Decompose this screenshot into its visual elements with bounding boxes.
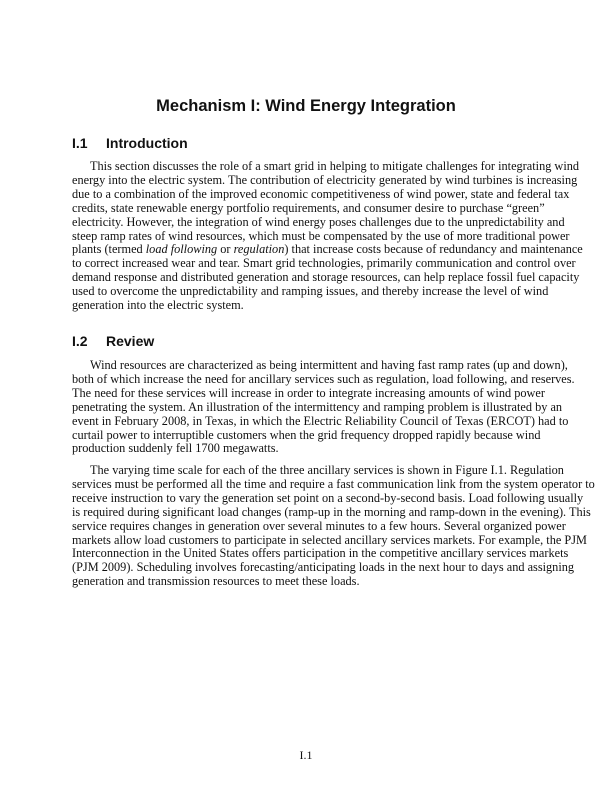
text-line: generation and transmission resources to meet these loads. <box>72 574 360 589</box>
text-line <box>72 243 583 257</box>
text-line: generation into the electric system. <box>72 298 244 313</box>
text-line: used to overcome the unpredictability and ramping issues, and thereby increase the level of wind <box>72 284 549 299</box>
text-line: production suddenly fell 1700 megawatts. <box>72 441 279 456</box>
text-line: curtail power to interruptible customers when the grid frequency dropped rapidly because wind <box>72 427 541 442</box>
text-segment: ) that increase costs because of redundancy and maintenance <box>284 242 583 257</box>
text-line: markets allow load customers to participate in selected ancillary services markets. For example, the PJM <box>72 532 587 547</box>
section-title: Introduction <box>106 135 188 151</box>
text-line: The varying time scale for each of the three ancillary services is shown in Figure I.1. Regulation <box>90 463 564 477</box>
text-line: The need for these services will increase in order to integrate increasing amounts of wind power <box>72 385 545 400</box>
text-line: Interconnection in the United States offers participation in the competitive ancillary services markets <box>72 546 569 561</box>
italic-term: load following <box>145 242 218 257</box>
section-heading-review <box>72 333 154 349</box>
text-line: receive instruction to vary the generation set point on a second-by-second basis. Load following usually <box>72 490 584 505</box>
text-line: to correct increased wear and tear. Smart grid technologies, primarily communication and control over <box>72 256 576 271</box>
text-segment: or <box>217 242 234 257</box>
text-line: service requires changes in generation over several minutes to a few hours. Several organized power <box>72 518 566 533</box>
intro-paragraph <box>72 160 583 313</box>
text-line: Wind resources are characterized as being intermittent and having fast ramp rates (up and down), <box>90 358 568 372</box>
section-title: Review <box>106 333 155 349</box>
text-line: demand response and distributed generation and storage resources, can help replace fossil fuel capacity <box>72 270 580 285</box>
text-line: electricity. However, the integration of wind energy poses challenges due to the unpredictability and <box>72 214 565 229</box>
section-number: I.1 <box>72 135 88 151</box>
section-heading-introduction <box>72 135 188 151</box>
italic-term: regulation <box>233 242 285 257</box>
text-line: both of which increase the need for ancillary services such as regulation, load following, and reserves. <box>72 371 575 386</box>
text-segment: plants (termed <box>72 242 146 257</box>
text-line: This section discusses the role of a smart grid in helping to mitigate challenges for integrating wind <box>90 159 580 173</box>
text-line: (PJM 2009). Scheduling involves forecasting/anticipating loads in the next hour to days and assigning <box>72 560 575 575</box>
text-line: event in February 2008, in Texas, in which the Electric Reliability Council of Texas (ERCOT) had to <box>72 413 569 428</box>
text-line: steep ramp rates of wind resources, which must be compensated by the use of more traditional power <box>72 228 570 243</box>
review-paragraph-1 <box>72 359 575 456</box>
document-title: Mechanism I: Wind Energy Integration <box>156 97 456 115</box>
page-number: I.1 <box>299 748 313 762</box>
text-line: penetrating the system. An illustration of the intermittency and ramping problem is illustrated by an <box>72 399 563 414</box>
text-line: is required during significant load changes (ramp-up in the morning and ramp-down in the evening). This <box>72 504 591 519</box>
review-paragraph-2 <box>72 464 595 589</box>
text-line: credits, state renewable energy portfolio requirements, and consumer desire to purchase “green” <box>72 200 545 215</box>
section-number: I.2 <box>72 333 88 349</box>
text-line: services must be performed all the time and require a fast communication link from the system operator to <box>72 476 595 491</box>
text-line: energy into the electric system. The contribution of electricity generated by wind turbines is increasing <box>72 172 578 187</box>
text-line: due to a combination of the improved economic competitiveness of wind power, state and federal tax <box>72 186 570 201</box>
